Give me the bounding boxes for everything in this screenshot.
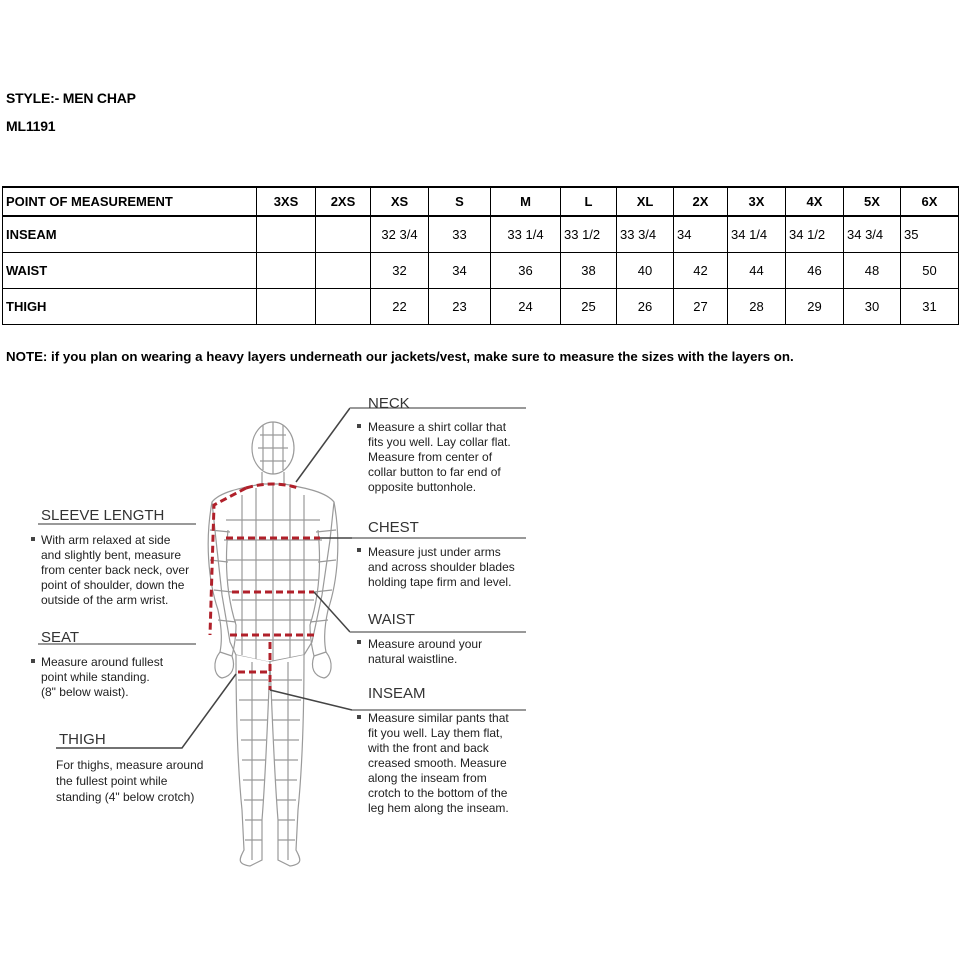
inseam-line-4: creased smooth. Measure — [368, 756, 507, 770]
header-size: 3X — [728, 187, 786, 216]
inseam-line-7: leg hem along the inseam. — [368, 801, 509, 815]
thigh-title: THIGH — [59, 731, 106, 748]
table-row — [3, 289, 959, 325]
table-cell: 33 3/4 — [617, 216, 674, 253]
table-cell — [257, 216, 316, 253]
table-cell: 33 1/4 — [491, 216, 561, 253]
sleeve-line-4: point of shoulder, down the — [41, 578, 185, 592]
neck-line-4: collar button to far end of — [368, 465, 501, 479]
table-row — [3, 216, 959, 253]
header-size: L — [561, 187, 617, 216]
neck-title: NECK — [368, 395, 410, 412]
table-cell: 42 — [674, 253, 728, 289]
row-label: THIGH — [3, 289, 257, 325]
table-cell: 34 — [429, 253, 491, 289]
header-size: 5X — [844, 187, 901, 216]
table-cell: 22 — [371, 289, 429, 325]
neck-callout — [357, 395, 511, 494]
thigh-callout — [56, 731, 203, 804]
table-cell: 40 — [617, 253, 674, 289]
waist-title: WAIST — [368, 611, 415, 628]
table-cell: 28 — [728, 289, 786, 325]
table-cell: 31 — [901, 289, 959, 325]
table-cell: 27 — [674, 289, 728, 325]
chest-line-3: holding tape firm and level. — [368, 575, 512, 589]
seat-callout — [31, 629, 164, 699]
table-cell: 35 — [901, 216, 959, 253]
inseam-line-6: crotch to the bottom of the — [368, 786, 508, 800]
seat-title: SEAT — [41, 629, 80, 646]
table-cell: 29 — [786, 289, 844, 325]
sleeve-line-2: and slightly bent, measure — [41, 548, 182, 562]
inseam-title: INSEAM — [368, 685, 426, 702]
neck-line-1: Measure a shirt collar that — [368, 420, 507, 434]
table-cell — [257, 253, 316, 289]
row-label: INSEAM — [3, 216, 257, 253]
inseam-callout — [357, 685, 509, 815]
chest-line-2: and across shoulder blades — [368, 560, 515, 574]
thigh-line-1: For thighs, measure around — [56, 758, 204, 772]
table-cell: 34 1/4 — [728, 216, 786, 253]
measurement-diagram — [0, 380, 960, 880]
inseam-line-3: with the front and back — [368, 741, 489, 755]
table-cell: 23 — [429, 289, 491, 325]
header-size: 3XS — [257, 187, 316, 216]
table-cell: 44 — [728, 253, 786, 289]
neck-line-5: opposite buttonhole. — [368, 480, 477, 494]
table-cell: 34 3/4 — [844, 216, 901, 253]
inseam-line-2: fit you well. Lay them flat, — [368, 726, 503, 740]
size-chart-table — [2, 186, 959, 325]
waist-line-2: natural waistline. — [368, 652, 458, 666]
body-figure — [208, 422, 338, 866]
table-row — [3, 253, 959, 289]
header-point-of-measurement: POINT OF MEASUREMENT — [3, 187, 257, 216]
seat-line-3: (8" below waist). — [41, 685, 129, 699]
table-cell — [257, 289, 316, 325]
table-cell: 34 1/2 — [786, 216, 844, 253]
table-cell: 24 — [491, 289, 561, 325]
inseam-line-5: along the inseam from — [368, 771, 487, 785]
waist-line-1: Measure around your — [368, 637, 483, 651]
chest-callout — [357, 519, 515, 589]
layering-note: NOTE: if you plan on wearing a heavy layers underneath our jackets/vest, make sure to measure the sizes with the layers on. — [6, 349, 794, 364]
table-cell: 26 — [617, 289, 674, 325]
header-size: 2XS — [316, 187, 371, 216]
sleeve-callout — [31, 507, 189, 607]
table-header-row — [3, 187, 959, 216]
table-cell: 32 3/4 — [371, 216, 429, 253]
table-cell: 36 — [491, 253, 561, 289]
header-size: XS — [371, 187, 429, 216]
table-cell: 25 — [561, 289, 617, 325]
sleeve-line-1: With arm relaxed at side — [41, 533, 171, 547]
header-size: XL — [617, 187, 674, 216]
table-cell — [316, 289, 371, 325]
table-cell: 46 — [786, 253, 844, 289]
table-cell: 50 — [901, 253, 959, 289]
table-cell — [316, 253, 371, 289]
row-label: WAIST — [3, 253, 257, 289]
table-cell — [316, 216, 371, 253]
sleeve-title: SLEEVE LENGTH — [41, 507, 165, 524]
neck-line-2: fits you well. Lay collar flat. — [368, 435, 511, 449]
table-cell: 33 — [429, 216, 491, 253]
table-cell: 33 1/2 — [561, 216, 617, 253]
header-size: S — [429, 187, 491, 216]
seat-line-2: point while standing. — [41, 670, 150, 684]
table-cell: 48 — [844, 253, 901, 289]
table-cell: 34 — [674, 216, 728, 253]
inseam-line-1: Measure similar pants that — [368, 711, 509, 725]
style-code: ML1191 — [6, 118, 56, 134]
style-title: STYLE:- MEN CHAP — [6, 90, 136, 106]
sleeve-line-5: outside of the arm wrist. — [41, 593, 169, 607]
seat-line-1: Measure around fullest — [41, 655, 164, 669]
chest-line-1: Measure just under arms — [368, 545, 501, 559]
header-size: M — [491, 187, 561, 216]
thigh-line-3: standing (4" below crotch) — [56, 790, 195, 804]
thigh-line-2: the fullest point while — [56, 774, 168, 788]
neck-line-3: Measure from center of — [368, 450, 493, 464]
header-size: 4X — [786, 187, 844, 216]
waist-callout — [357, 611, 482, 666]
table-cell: 32 — [371, 253, 429, 289]
table-cell: 38 — [561, 253, 617, 289]
header-size: 6X — [901, 187, 959, 216]
table-cell: 30 — [844, 289, 901, 325]
sleeve-line-3: from center back neck, over — [41, 563, 190, 577]
chest-title: CHEST — [368, 519, 419, 536]
header-size: 2X — [674, 187, 728, 216]
